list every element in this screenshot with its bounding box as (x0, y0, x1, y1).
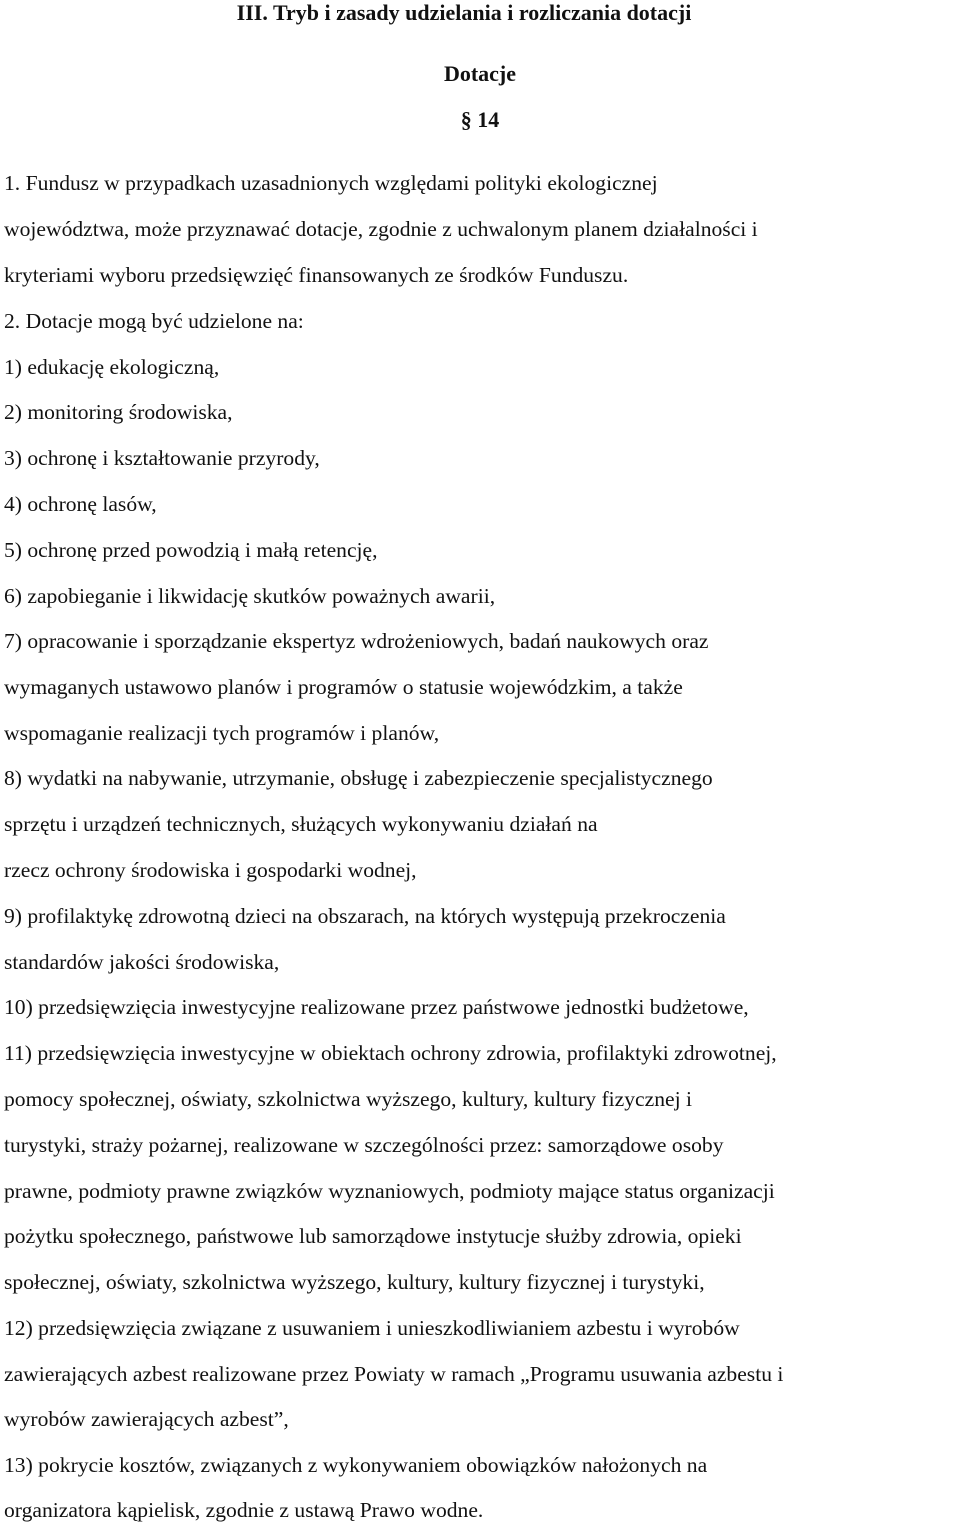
list-item: turystyki, straży pożarnej, realizowane w szczególności przez: samorządowe osoby (4, 1133, 724, 1157)
list-item: wspomaganie realizacji tych programów i planów, (4, 721, 440, 745)
list-item: pomocy społecznej, oświaty, szkolnictwa wyższego, kultury, kultury fizycznej i (4, 1087, 693, 1111)
list-item: 4) ochronę lasów, (4, 492, 157, 516)
list-item: 7) opracowanie i sporządzanie ekspertyz wdrożeniowych, badań naukowych oraz (4, 629, 709, 653)
text-line: kryteriami wyboru przedsięwzięć finansowanych ze środków Funduszu. (4, 263, 629, 287)
text-line: 1. Fundusz w przypadkach uzasadnionych względami polityki ekologicznej (4, 171, 658, 195)
list-item: 11) przedsięwzięcia inwestycyjne w obiektach ochrony zdrowia, profilaktyki zdrowotnej, (4, 1041, 777, 1065)
paragraph-number: § 14 (460, 107, 500, 132)
list-item: organizatora kąpielisk, zgodnie z ustawą Prawo wodne. (4, 1498, 484, 1522)
list-item: 10) przedsięwzięcia inwestycyjne realizowane przez państwowe jednostki budżetowe, (4, 995, 749, 1019)
list-item: sprzętu i urządzeń technicznych, służących wykonywaniu działań na (4, 812, 598, 836)
list-item: 8) wydatki na nabywanie, utrzymanie, obsługę i zabezpieczenie specjalistycznego (4, 766, 713, 790)
list-item: rzecz ochrony środowiska i gospodarki wodnej, (4, 858, 417, 882)
list-item: 5) ochronę przed powodzią i małą retencję, (4, 538, 378, 562)
list-item: 2) monitoring środowiska, (4, 400, 233, 424)
list-item: wymaganych ustawowo planów i programów o statusie wojewódzkim, a także (4, 675, 683, 699)
list-item: 3) ochronę i kształtowanie przyrody, (4, 446, 320, 470)
list-item: 13) pokrycie kosztów, związanych z wykonywaniem obowiązków nałożonych na (4, 1453, 708, 1477)
list-item: prawne, podmioty prawne związków wyznaniowych, podmioty mające status organizacji (4, 1179, 775, 1203)
list-item: 1) edukację ekologiczną, (4, 355, 220, 379)
list-item: zawierających azbest realizowane przez Powiaty w ramach „Programu usuwania azbestu i (4, 1362, 784, 1386)
list-item: społecznej, oświaty, szkolnictwa wyższego, kultury, kultury fizycznej i turystyki, (4, 1270, 705, 1294)
list-item: pożytku społecznego, państwowe lub samorządowe instytucje służby zdrowia, opieki (4, 1224, 742, 1248)
list-item: wyrobów zawierających azbest”, (4, 1407, 289, 1431)
list-item: standardów jakości środowiska, (4, 950, 280, 974)
list-item: 9) profilaktykę zdrowotną dzieci na obszarach, na których występują przekroczenia (4, 904, 726, 928)
text-line: województwa, może przyznawać dotacje, zgodnie z uchwalonym planem działalności i (4, 217, 758, 241)
list-item: 6) zapobieganie i likwidację skutków poważnych awarii, (4, 584, 496, 608)
section-title: III. Tryb i zasady udzielania i rozliczania dotacji (236, 0, 692, 25)
text-line: 2. Dotacje mogą być udzielone na: (4, 309, 304, 333)
list-item: 12) przedsięwzięcia związane z usuwaniem i unieszkodliwianiem azbestu i wyrobów (4, 1316, 740, 1340)
subsection-title: Dotacje (443, 61, 517, 86)
